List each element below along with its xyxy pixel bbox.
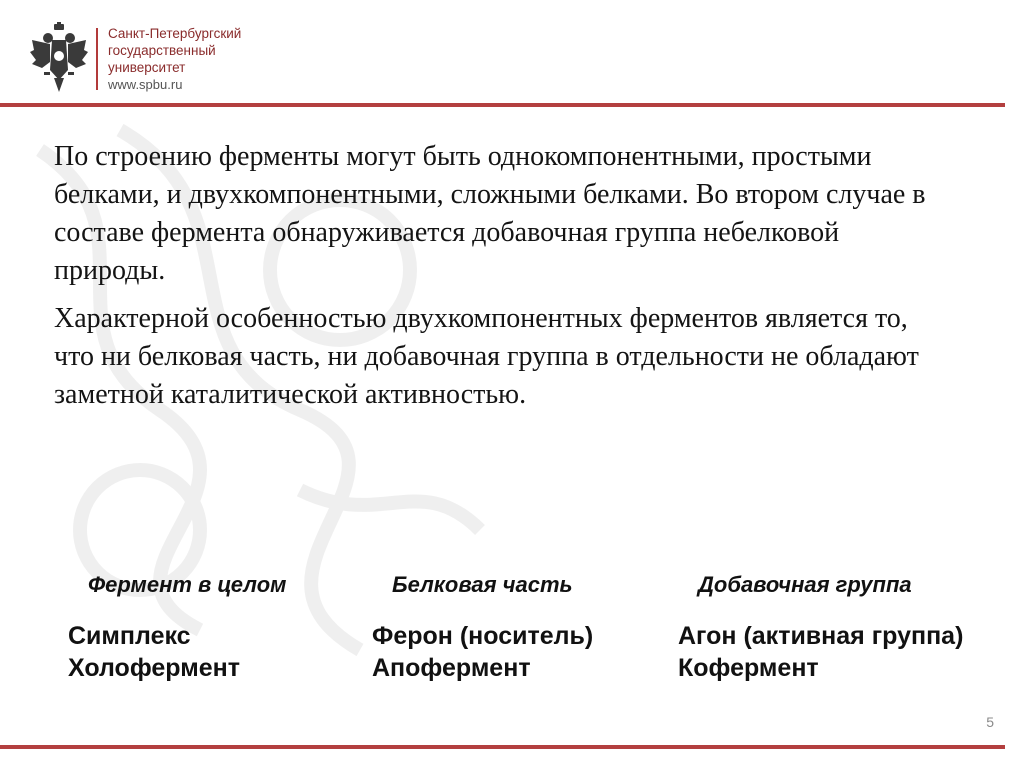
- column-header: Добавочная группа: [698, 572, 912, 597]
- column-value: Апофермент: [372, 654, 531, 682]
- university-url[interactable]: www.spbu.ru: [108, 77, 183, 92]
- university-line-2: государственный: [108, 43, 216, 58]
- page-number: 5: [986, 714, 994, 730]
- university-name: [108, 25, 241, 93]
- column-header: Фермент в целом: [88, 572, 287, 597]
- header-divider: [96, 28, 98, 90]
- column-additional-group: [678, 572, 963, 684]
- university-line-1: Санкт-Петербургский: [108, 26, 242, 41]
- header: [28, 18, 241, 100]
- column-protein-part: [372, 572, 593, 684]
- university-line-3: университет: [108, 60, 186, 75]
- column-value: Ферон (носитель): [372, 622, 594, 650]
- paragraph-1: По строению ферменты могут быть однокомпонентными, простыми белками, и двухкомпонентными, сложными белками. Во втором случае в составе фермента обнаруживается добавочная группа небелковой природы.: [54, 141, 926, 286]
- column-value: Агон (активная группа): [678, 622, 964, 650]
- double-headed-eagle-logo-icon: [28, 22, 90, 96]
- slide-body-text: [54, 138, 934, 424]
- column-whole-enzyme: [68, 572, 286, 684]
- column-header: Белковая часть: [392, 572, 573, 597]
- column-value: Кофермент: [678, 654, 819, 682]
- footer-rule: [0, 745, 1005, 749]
- paragraph-2: Характерной особенностью двухкомпонентных ферментов является то, что ни белковая часть, ни добавочная группа в отдельности не обладают заметной каталитической активностью.: [54, 303, 919, 410]
- column-value: Симплекс: [68, 622, 191, 650]
- header-rule: [0, 103, 1005, 107]
- column-value: Холофермент: [68, 654, 240, 682]
